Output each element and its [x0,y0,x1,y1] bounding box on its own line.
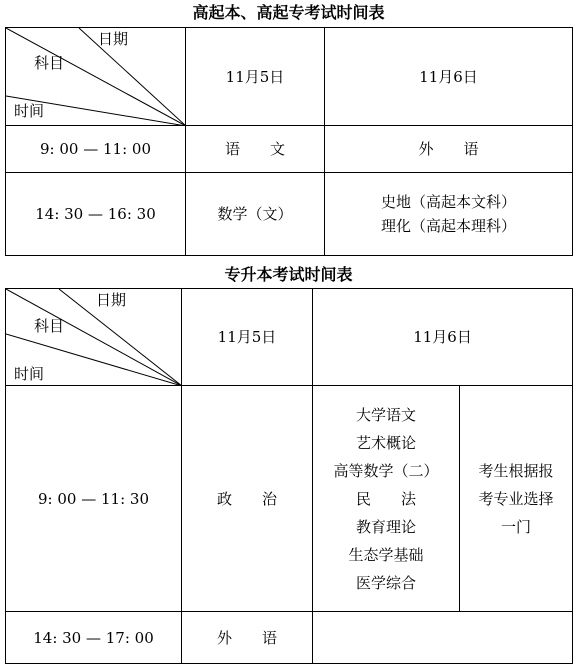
date-label: 日期 [98,30,129,48]
note-line: 考生根据报 [478,461,554,480]
table2-title: 专升本考试时间表 [224,265,353,284]
time-label: 时间 [14,365,45,383]
time-cell: 14: 30 — 17: 00 [6,612,182,664]
subject-label: 科目 [34,317,65,335]
subject-cell: 外 语 [325,126,573,173]
time-label: 时间 [14,102,45,120]
subject-cell: 数学（文） [186,173,325,256]
subject-line: 教育理论 [355,517,416,536]
note-line: 一门 [501,517,532,536]
subject-line: 生态学基础 [348,545,424,564]
subject-cell [325,173,573,256]
subject-line: 大学语文 [355,405,416,424]
subject-line: 理化（高起本理科） [380,217,516,235]
time-cell: 9: 00 — 11: 30 [6,386,182,612]
note-line: 考专业选择 [478,489,554,508]
diagonal-header-cell [6,28,186,126]
subject-cell: 政 治 [182,386,313,612]
empty-cell [313,612,573,664]
subject-cell: 外 语 [182,612,313,664]
subject-cell: 语 文 [186,126,325,173]
subject-label: 科目 [34,54,65,72]
note-cell [460,386,573,612]
day2-header: 11月6日 [325,28,573,126]
subject-line: 民 法 [355,489,416,508]
subject-line: 史地（高起本文科） [380,193,516,211]
subject-line: 艺术概论 [355,433,416,452]
time-cell: 9: 00 — 11: 00 [6,126,186,173]
schedule-table-2 [5,288,573,664]
day1-header: 11月5日 [182,289,313,386]
schedule-table-1 [5,27,573,256]
day1-header: 11月5日 [186,28,325,126]
subject-line: 医学综合 [355,573,416,592]
diagonal-header-cell [6,289,182,386]
table1-title: 高起本、高起专考试时间表 [192,3,385,22]
day2-header: 11月6日 [313,289,573,386]
date-label: 日期 [96,291,127,309]
subject-list-cell [313,386,460,612]
subject-line: 高等数学（二） [333,461,439,480]
time-cell: 14: 30 — 16: 30 [6,173,186,256]
